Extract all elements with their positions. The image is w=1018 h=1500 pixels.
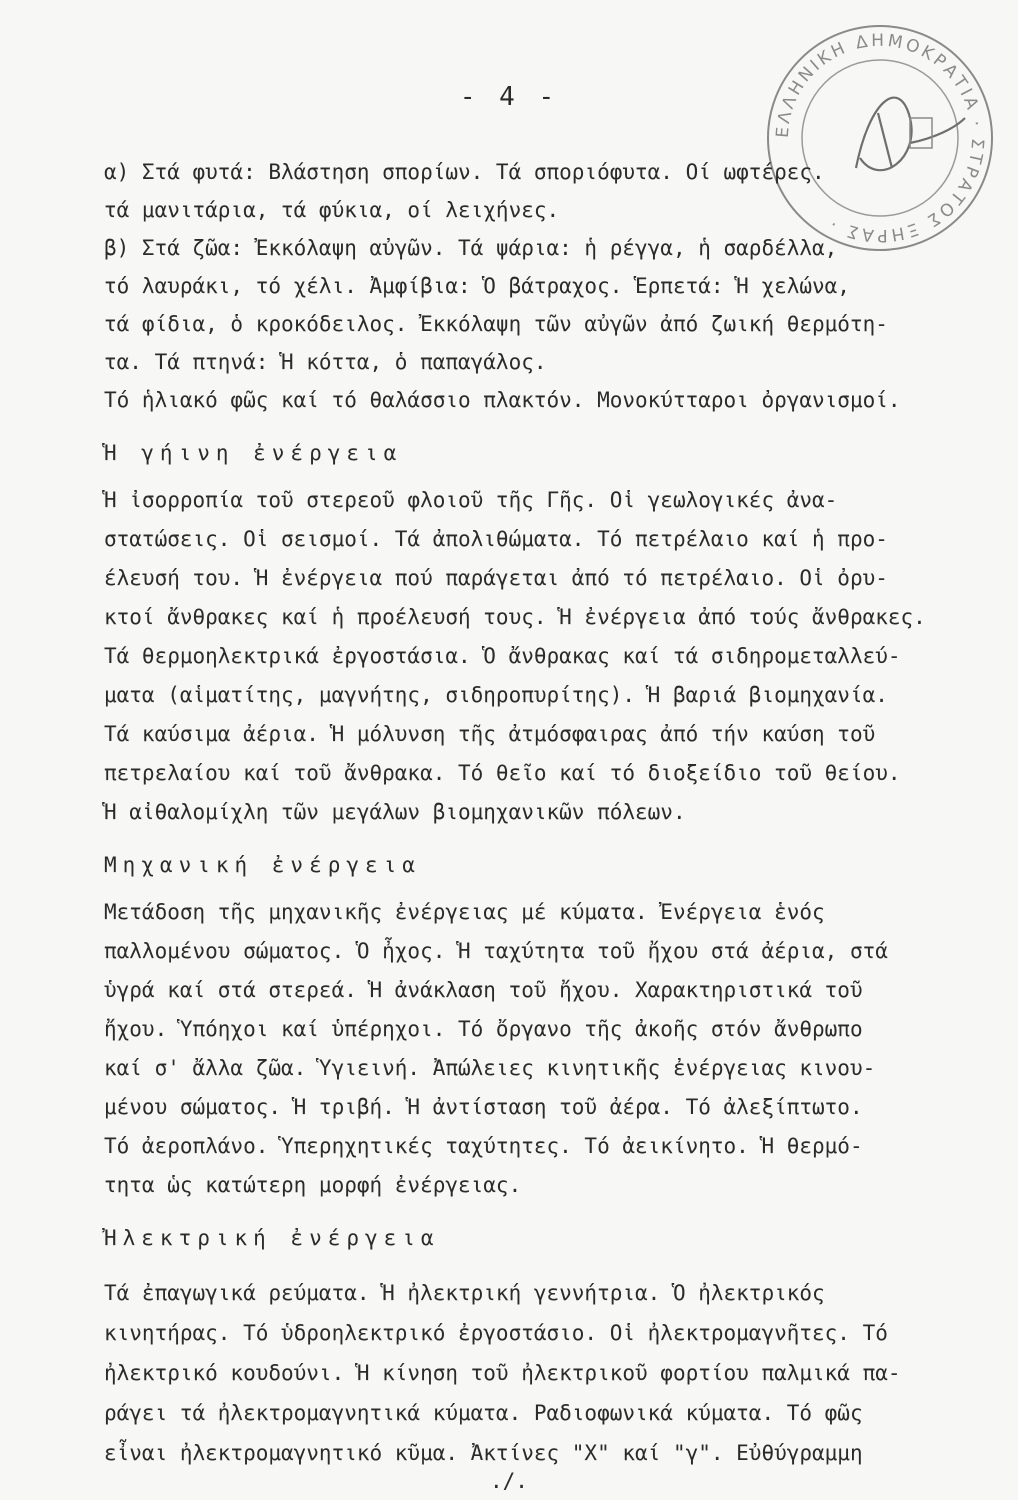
text-line: ράγει τά ἠλεκτρομαγνητικά κύματα. Ραδιοφωνικά κύματα. Τό φῶς: [104, 1401, 863, 1425]
text-line: Τά θερμοηλεκτρικά ἐργοστάσια. Ὁ ἄνθρακας καί τά σιδηρομεταλλεύ-: [104, 644, 901, 668]
text-line: α) Στά φυτά: Βλάστηση σπορίων. Τά σποριόφυτα. Οί ωφτέρες.: [104, 160, 825, 184]
text-line: πετρελαίου καί τοῦ ἄνθρακα. Τό θεῖο καί τό διοξείδιο τοῦ θείου.: [104, 761, 901, 785]
text-line: τά φίδια, ὁ κροκόδειλος. Ἐκκόλαψη τῶν αὐγῶν ἀπό ζωική θερμότη-: [104, 312, 888, 336]
text-line: Τά ἐπαγωγικά ρεύματα. Ἡ ἠλεκτρική γεννήτρια. Ὁ ἠλεκτρικός: [104, 1281, 825, 1305]
text-line: τα. Τά πτηνά: Ἡ κόττα, ὁ παπαγάλος.: [104, 350, 547, 374]
svg-text:ΕΛΛΗΝΙΚΗ ΔΗΜΟΚΡΑΤΙΑ · ΣΤΡΑΤΟΣ: [773, 31, 987, 245]
stamp-text: ΕΛΛΗΝΙΚΗ ΔΗΜΟΚΡΑΤΙΑ · ΣΤΡΑΤΟΣ ΞΗΡΑΣ ·: [772, 30, 988, 246]
text-line: τό λαυράκι, τό χέλι. Ἀμφίβια: Ὁ βάτραχος. Ἑρπετά: Ἡ χελώνα,: [104, 274, 850, 298]
text-line: ἠλεκτρικό κουδούνι. Ἡ κίνηση τοῦ ἠλεκτρικοῦ φορτίου παλμικά πα-: [104, 1361, 901, 1385]
text-line: καί σ' ἄλλα ζῶα. Ὑγιεινή. Ἀπώλειες κινητικῆς ἐνέργειας κινου-: [104, 1056, 876, 1080]
text-line: Μετάδοση τῆς μηχανικῆς ἐνέργειας μέ κύματα. Ἐνέργεια ἑνός: [104, 900, 825, 924]
section-heading-earth-energy: Ἡ γήινη ἐνέργεια: [104, 441, 403, 465]
continuation-mark: ./.: [490, 1469, 528, 1493]
text-line: στατώσεις. Οἱ σεισμοί. Τά ἀπολιθώματα. Τό πετρέλαιο καί ἡ προ-: [104, 527, 888, 551]
text-line: κινητήρας. Τό ὑδροηλεκτρικό ἐργοστάσιο. Οἱ ἠλεκτρομαγνῆτες. Τό: [104, 1321, 888, 1345]
text-line: εἶναι ἠλεκτρομαγνητικό κῦμα. Ἀκτίνες "Χ" καί "γ". Εὐθύγραμμη: [104, 1441, 863, 1465]
text-line: έλευσή του. Ἡ ἐνέργεια πού παράγεται ἀπό τό πετρέλαιο. Οἱ ὀρυ-: [104, 566, 888, 590]
text-line: Τό ἀεροπλάνο. Ὑπερηχητικές ταχύτητες. Τό ἀεικίνητο. Ἡ θερμό-: [104, 1134, 863, 1158]
official-stamp-icon: [760, 18, 1000, 258]
section-heading-electrical-energy: Ἠλεκτρική ἐνέργεια: [104, 1226, 440, 1250]
text-line: Τά καύσιμα ἀέρια. Ἡ μόλυνση τῆς ἀτμόσφαιρας ἀπό τήν καύση τοῦ: [104, 722, 876, 746]
text-line: κτοί ἄνθρακες καί ἡ προέλευσή τους. Ἡ ἐνέργεια ἀπό τούς ἄνθρακες.: [104, 605, 926, 629]
text-line: ὑγρά καί στά στερεά. Ἡ ἀνάκλαση τοῦ ἤχου. Χαρακτηριστικά τοῦ: [104, 978, 863, 1002]
text-line: μένου σώματος. Ἡ τριβή. Ἡ ἀντίσταση τοῦ ἀέρα. Τό ἀλεξίπτωτο.: [104, 1095, 863, 1119]
page-number: - 4 -: [459, 82, 559, 112]
text-line: παλλομένου σώματος. Ὁ ἦχος. Ἡ ταχύτητα τοῦ ἤχου στά ἀέρια, στά: [104, 939, 888, 963]
text-line: ματα (αἱματίτης, μαγνήτης, σιδηροπυρίτης). Ἡ βαριά βιομηχανία.: [104, 683, 888, 707]
section-heading-mechanical-energy: Μηχανική ἐνέργεια: [104, 853, 421, 877]
text-line: β) Στά ζῶα: Ἐκκόλαψη αὐγῶν. Τά ψάρια: ἡ ρέγγα, ἡ σαρδέλλα,: [104, 236, 838, 260]
text-line: ἤχου. Ὑπόηχοι καί ὑπέρηχοι. Τό ὄργανο τῆς ἀκοῆς στόν ἄνθρωπο: [104, 1017, 863, 1041]
text-line: Ἡ ἰσορροπία τοῦ στερεοῦ φλοιοῦ τῆς Γῆς. Οἱ γεωλογικές ἀνα-: [104, 488, 838, 512]
text-line: Τό ἡλιακό φῶς καί τό θαλάσσιο πλακτόν. Μονοκύτταροι ὀργανισμοί.: [104, 388, 901, 412]
text-line: τητα ὡς κατώτερη μορφή ἐνέργειας.: [104, 1173, 522, 1197]
text-line: Ἡ αἰθαλομίχλη τῶν μεγάλων βιομηχανικῶν πόλεων.: [104, 800, 686, 824]
text-line: τά μανιτάρια, τά φύκια, οί λειχήνες.: [104, 198, 560, 222]
